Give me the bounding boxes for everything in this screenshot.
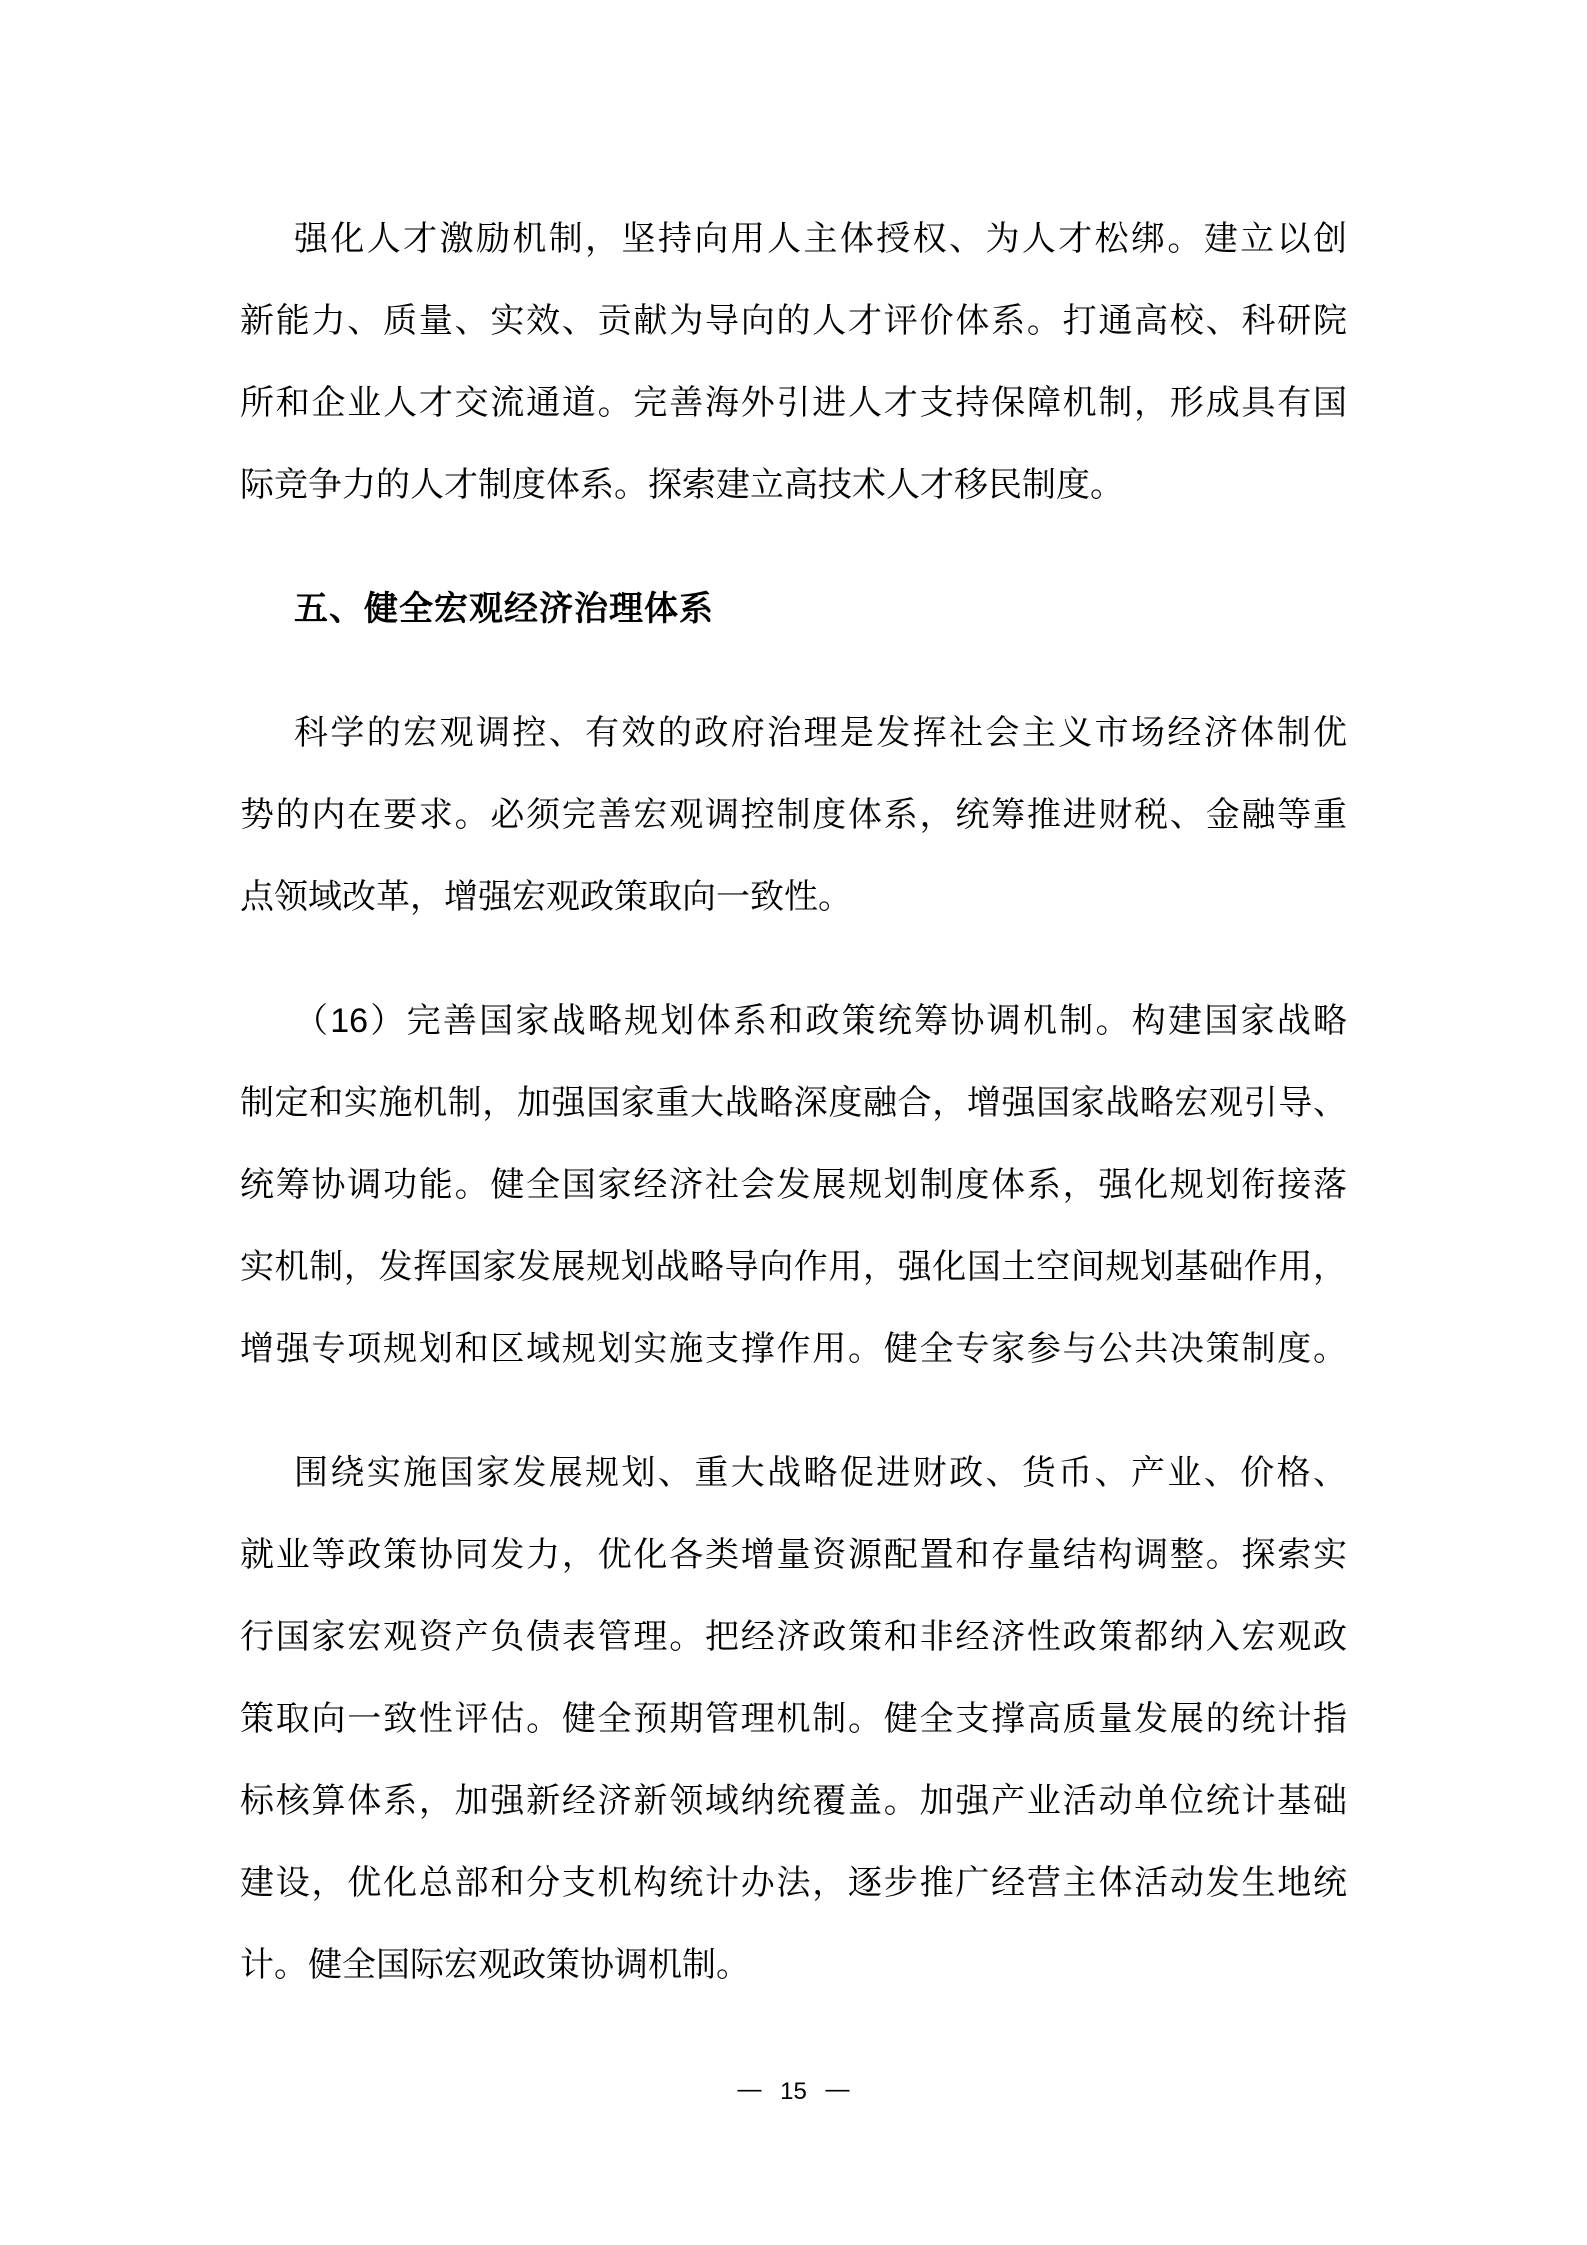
text-line: 点领域改革，增强宏观政策取向一致性。 [240,878,852,916]
text-line: 际竞争力的人才制度体系。探索建立高技术人才移民制度。 [240,466,1124,504]
page-footer [0,2078,1587,2106]
paragraph [240,1432,1347,2006]
text-line: 统筹协调功能。健全国家经济社会发展规划制度体系，强化规划衔接落 [240,1166,1347,1204]
text-line: 就业等政策协同发力，优化各类增量资源配置和存量结构调整。探索实 [240,1536,1347,1574]
text-line: 新能力、质量、实效、贡献为导向的人才评价体系。打通高校、科研院 [240,302,1347,340]
text-line: 实机制，发挥国家发展规划战略导向作用，强化国土空间规划基础作用， [240,1248,1347,1286]
text-line: 策取向一致性评估。健全预期管理机制。健全支撑高质量发展的统计指 [240,1700,1347,1738]
paragraph [240,198,1347,526]
paragraph [240,692,1347,938]
document-body [240,198,1347,2048]
text-line: 增强专项规划和区域规划实施支撑作用。健全专家参与公共决策制度。 [240,1330,1347,1368]
text-line: 标核算体系，加强新经济新领域纳统覆盖。加强产业活动单位统计基础 [240,1782,1347,1820]
text-line: 围绕实施国家发展规划、重大战略促进财政、货币、产业、价格、 [294,1454,1347,1492]
page-number: 15 [780,2078,807,2105]
footer-dash-left: — [737,2076,762,2103]
text-line: 势的内在要求。必须完善宏观调控制度体系，统筹推进财税、金融等重 [240,796,1347,834]
heading-text-line: 五、健全宏观经济治理体系 [294,590,714,628]
text-line: 科学的宏观调控、有效的政府治理是发挥社会主义市场经济体制优 [294,714,1347,752]
text-line: 制定和实施机制，加强国家重大战略深度融合，增强国家战略宏观引导、 [240,1084,1347,1122]
paragraph [240,980,1347,1390]
footer-dash-right: — [825,2076,850,2103]
text-line: 所和企业人才交流通道。完善海外引进人才支持保障机制，形成具有国 [240,384,1347,422]
section-heading [240,568,1347,650]
text-line: 计。健全国际宏观政策协调机制。 [240,1946,750,1984]
text-line: 强化人才激励机制，坚持向用人主体授权、为人才松绑。建立以创 [294,220,1347,258]
text-line: （16）完善国家战略规划体系和政策统筹协调机制。构建国家战略 [294,1002,1347,1040]
text-line: 行国家宏观资产负债表管理。把经济政策和非经济性政策都纳入宏观政 [240,1618,1347,1656]
text-line: 建设，优化总部和分支机构统计办法，逐步推广经营主体活动发生地统 [240,1864,1347,1902]
